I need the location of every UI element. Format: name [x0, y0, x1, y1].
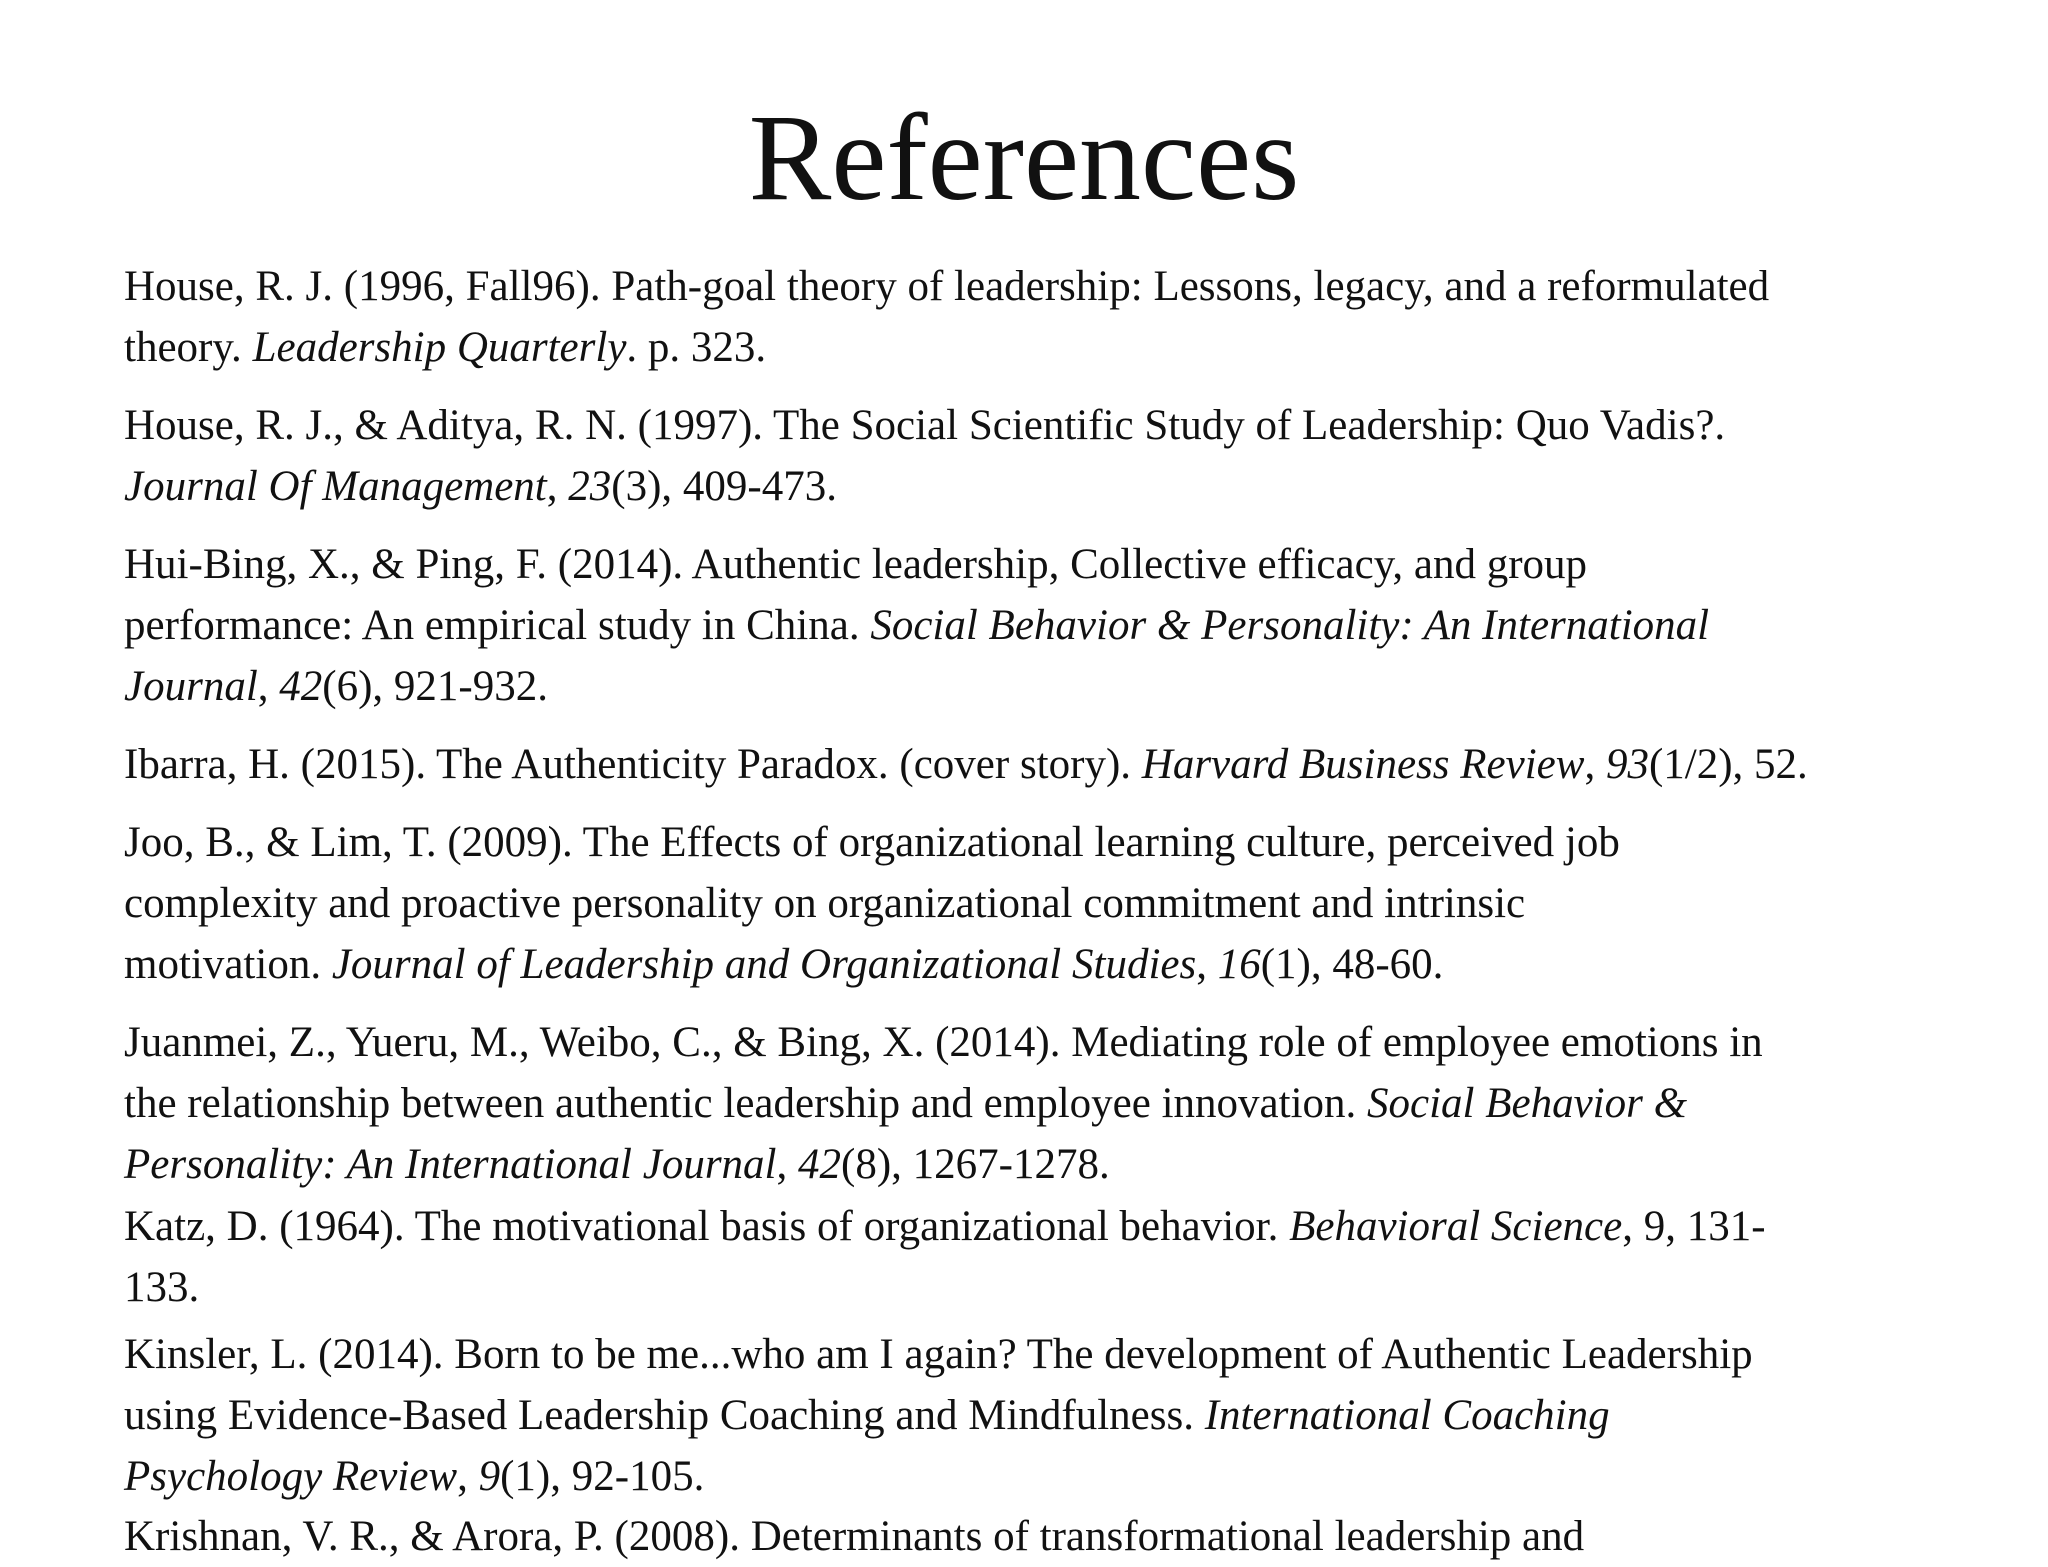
- reference-italic-text: International Coaching: [1204, 1392, 1610, 1439]
- reference-italic-text: Social Behavior &: [1367, 1080, 1688, 1127]
- reference-italic-text: 93: [1605, 741, 1649, 788]
- reference-text: ,: [257, 663, 280, 710]
- reference-entry: [124, 812, 2048, 995]
- reference-italic-text: Behavioral Science: [1289, 1203, 1623, 1250]
- reference-text: complexity and proactive personality on organizational commitment and intrinsic: [124, 880, 1526, 927]
- reference-line: [124, 1073, 2048, 1134]
- reference-italic-text: Journal: [124, 663, 258, 710]
- reference-italic-text: 16: [1217, 941, 1261, 988]
- reference-text: . p. 323.: [626, 324, 767, 371]
- reference-entry: [124, 1012, 2048, 1195]
- reference-text: Juanmei, Z., Yueru, M., Weibo, C., & Bing, X. (2014). Mediating role of employee emotions in: [124, 1019, 1763, 1066]
- reference-text: , 9, 131-: [1622, 1203, 1766, 1250]
- reference-italic-text: 23: [568, 463, 612, 510]
- reference-line: [124, 1324, 2048, 1385]
- reference-italic-text: 9: [478, 1453, 501, 1500]
- reference-line: [124, 317, 2048, 378]
- reference-text: Ibarra, H. (2015). The Authenticity Paradox. (cover story).: [124, 741, 1142, 788]
- reference-text: Krishnan, V. R., & Arora, P. (2008). Determinants of transformational leadership and: [124, 1513, 1585, 1560]
- reference-text: (8), 1267-1278.: [841, 1141, 1110, 1188]
- reference-line: [124, 256, 2048, 317]
- reference-italic-text: 42: [798, 1141, 841, 1188]
- reference-text: ,: [457, 1453, 479, 1500]
- reference-line: [124, 395, 2048, 456]
- reference-text: (6), 921-932.: [322, 663, 548, 710]
- reference-text: ,: [546, 463, 569, 510]
- reference-text: ,: [776, 1141, 798, 1188]
- slide-title: References: [748, 89, 1300, 226]
- reference-line: [124, 734, 2048, 795]
- reference-italic-text: Social Behavior & Personality: An International: [870, 602, 1710, 649]
- reference-text: using Evidence-Based Leadership Coaching and Mindfulness.: [124, 1392, 1205, 1439]
- reference-line: [124, 456, 2048, 517]
- reference-line: [124, 1012, 2048, 1073]
- reference-line: [124, 1257, 2048, 1318]
- reference-text: Joo, B., & Lim, T. (2009). The Effects of organizational learning culture, perceived job: [124, 819, 1620, 866]
- reference-line: [124, 1385, 2048, 1446]
- reference-text: ,: [1584, 741, 1606, 788]
- reference-text: Hui-Bing, X., & Ping, F. (2014). Authentic leadership, Collective efficacy, and group: [124, 541, 1588, 588]
- reference-line: [124, 873, 2048, 934]
- reference-text: 133.: [124, 1264, 200, 1311]
- reference-entry: [124, 1196, 2048, 1318]
- reference-text: the relationship between authentic leadership and employee innovation.: [124, 1080, 1368, 1127]
- reference-line: [124, 1196, 2048, 1257]
- reference-italic-text: Psychology Review: [124, 1453, 458, 1500]
- reference-line: [124, 1506, 2048, 1567]
- reference-text: motivation.: [124, 941, 332, 988]
- reference-text: performance: An empirical study in China.: [124, 602, 871, 649]
- reference-text: House, R. J. (1996, Fall96). Path-goal theory of leadership: Lessons, legacy, and a reformulated: [124, 263, 1770, 310]
- reference-italic-text: Journal Of Management: [124, 463, 547, 510]
- reference-text: Kinsler, L. (2014). Born to be me...who am I again? The development of Authentic Leadership: [124, 1331, 1753, 1378]
- reference-entry: [124, 256, 2048, 378]
- reference-entry: [124, 534, 2048, 717]
- reference-line: [124, 1446, 2048, 1507]
- reference-italic-text: Journal of Leadership and Organizational Studies: [331, 941, 1197, 988]
- reference-line: [124, 595, 2048, 656]
- reference-italic-text: 42: [279, 663, 323, 710]
- reference-line: [124, 934, 2048, 995]
- reference-entry: [124, 1324, 2048, 1507]
- reference-line: [124, 812, 2048, 873]
- reference-entry: [124, 395, 2048, 517]
- reference-text: (1/2), 52.: [1648, 741, 1808, 788]
- reference-entry: [124, 734, 2048, 795]
- reference-text: House, R. J., & Aditya, R. N. (1997). The Social Scientific Study of Leadership: Quo Vadis?.: [124, 402, 1726, 449]
- reference-italic-text: Personality: An International Journal: [124, 1141, 777, 1188]
- reference-text: (1), 92-105.: [500, 1453, 705, 1500]
- reference-entry: [124, 1506, 2048, 1567]
- reference-text: ,: [1196, 941, 1218, 988]
- reference-text: (3), 409-473.: [611, 463, 837, 510]
- reference-text: (1), 48-60.: [1260, 941, 1444, 988]
- reference-text: theory.: [124, 324, 253, 371]
- reference-line: [124, 656, 2048, 717]
- reference-line: [124, 534, 2048, 595]
- reference-text: Katz, D. (1964). The motivational basis of organizational behavior.: [124, 1203, 1290, 1250]
- reference-line: [124, 1134, 2048, 1195]
- reference-italic-text: Harvard Business Review: [1141, 741, 1585, 788]
- reference-italic-text: Leadership Quarterly: [252, 324, 627, 371]
